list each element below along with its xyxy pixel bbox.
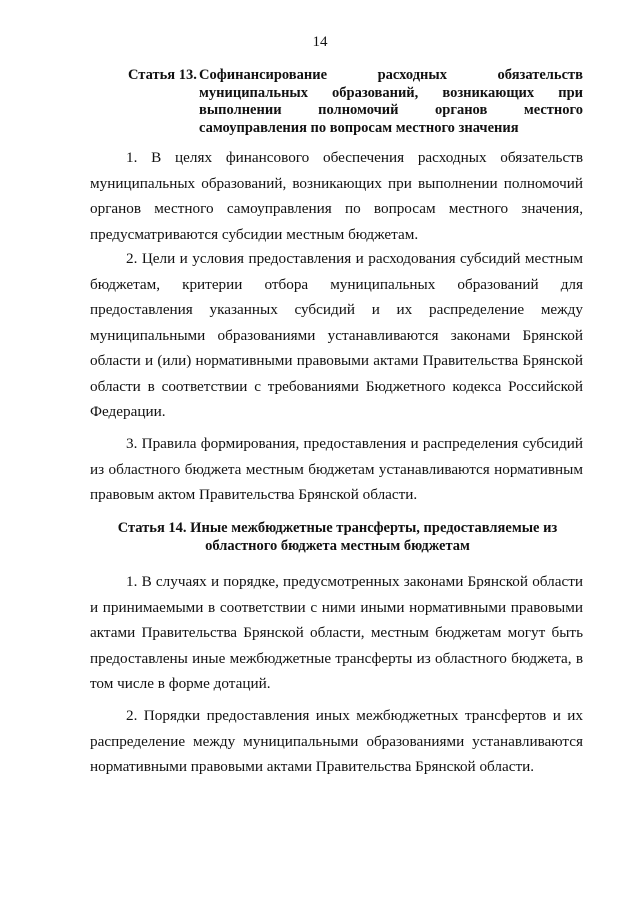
article-13-heading <box>128 67 583 137</box>
article-13-title: Софинансирование расходных обязательств муниципальных образований, возникающих при выполнении полномочий органов местного самоуправления по вопросам местного значения <box>199 67 583 136</box>
article-14-paragraph-2: 2. Порядки предоставления иных межбюджетных трансфертов и их распределение между муниципальными образованиями устанавливаются нормативными правовыми актами Правительства Брянской области. <box>90 707 583 775</box>
article-14-paragraph-1: 1. В случаях и порядке, предусмотренных законами Брянской области и принимаемыми в соответствии с ними иными нормативными правовыми актами Правительства Брянской области, местным бюджетам могут быть предоставлены иные межбюджетные трансферты из областного бюджета, в том числе в форме дотаций. <box>90 573 583 692</box>
article-13-paragraph-3: 3. Правила формирования, предоставления и распределения субсидий из областного бюджета местным бюджетам устанавливаются нормативным правовым актом Правительства Брянской области. <box>90 435 583 503</box>
article-13-paragraph-1: 1. В целях финансового обеспечения расходных обязательств муниципальных образований, возникающих при выполнении полномочий органов местного самоуправления по вопросам местного значения, предусматриваются субсидии местным бюджетам. <box>90 149 583 243</box>
article-13-paragraph-2: 2. Цели и условия предоставления и расходования субсидий местным бюджетам, критерии отбора муниципальных образований для предоставления указанных субсидий и их распределение между муниципальными образованиями устанавливаются законами Брянской области и (или) нормативными правовыми актами Правительства Брянской области в соответствии с требованиями Бюджетного кодекса Российской Федерации. <box>90 250 583 420</box>
article-13-label: Статья 13. <box>128 67 197 83</box>
page-number: 14 <box>312 34 328 50</box>
article-14-heading: Статья 14. Иные межбюджетные трансферты, предоставляемые из областного бюджета местным бюджетам <box>117 520 558 554</box>
